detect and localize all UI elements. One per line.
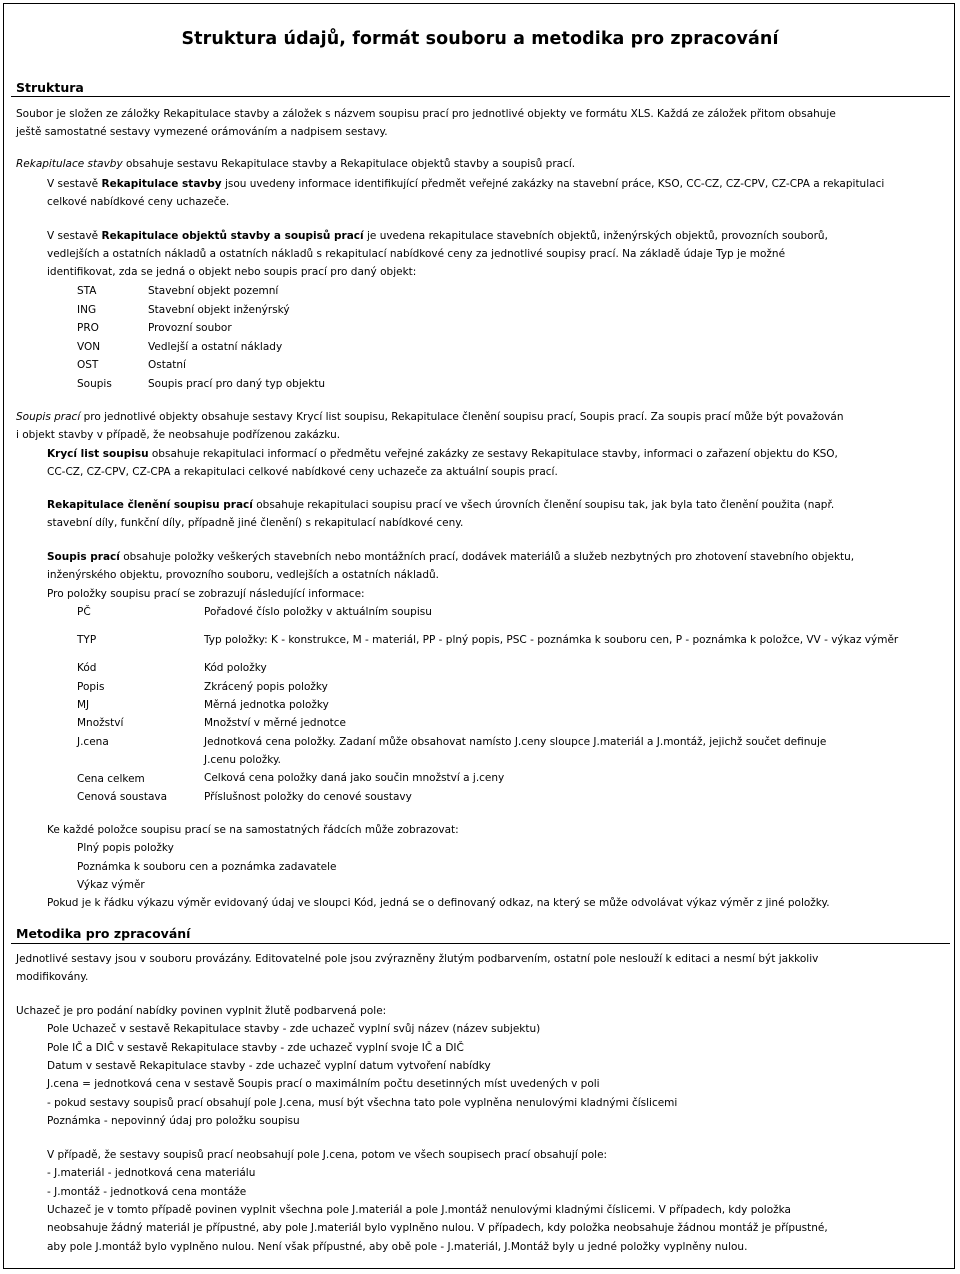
paragraph-line: ještě samostatné sestavy vymezené orámováním a nadpisem sestavy.: [16, 126, 388, 138]
field-description: Pořadové číslo položky v aktuálním soupisu: [204, 606, 432, 618]
field-description: Kód položky: [204, 662, 267, 674]
paragraph-line: Soupis prací pro jednotlivé objekty obsahuje sestavy Krycí list soupisu, Rekapitulace členění soupisu prací, Soupis prací. Za soupis prací může být považován: [16, 411, 844, 423]
paragraph-line: Krycí list soupisu obsahuje rekapitulaci informací o předmětu veřejné zakázky ze sestavy Rekapitulace stavby, informaci o zařazení objektu do KSO,: [47, 448, 838, 460]
section-divider: [11, 943, 950, 944]
type-code: VON: [77, 341, 101, 353]
type-code: OST: [77, 359, 99, 371]
type-code: PRO: [77, 322, 99, 334]
type-description: Vedlejší a ostatní náklady: [148, 341, 283, 353]
paragraph-line: identifikovat, zda se jedná o objekt nebo soupis prací pro daný objekt:: [47, 266, 417, 278]
requirement-item: Datum v sestavě Rekapitulace stavby - zde uchazeč vyplní datum vytvoření nabídky: [47, 1060, 491, 1072]
requirement-item: Pole Uchazeč v sestavě Rekapitulace stavby - zde uchazeč vyplní svůj název (název subjektu): [47, 1023, 541, 1035]
field-description: Zkrácený popis položky: [204, 681, 328, 693]
section-divider: [11, 96, 950, 97]
paragraph-line: Uchazeč je pro podání nabídky povinen vyplnit žlutě podbarvená pole:: [16, 1005, 387, 1017]
field-code: Popis: [77, 681, 105, 693]
type-description: Soupis prací pro daný typ objektu: [148, 378, 326, 390]
paragraph-line: Uchazeč je v tomto případě povinen vyplnit všechna pole J.materiál a pole J.montáž nenulovými kladnými číslicemi. V případech, kdy položka: [47, 1204, 791, 1216]
paragraph-line: stavební díly, funkční díly, případně jiné členění) s rekapitulací nabídkové ceny.: [47, 517, 464, 529]
paragraph-line: CC-CZ, CZ-CPV, CZ-CPA a rekapitulaci celkové nabídkové ceny uchazeče za aktuální soupis prací.: [47, 466, 558, 478]
field-description: J.cenu položky.: [204, 754, 282, 766]
requirement-item: Pole IČ a DIČ v sestavě Rekapitulace stavby - zde uchazeč vyplní svoje IČ a DIČ: [47, 1042, 464, 1054]
type-code: STA: [77, 285, 97, 297]
field-code: TYP: [77, 634, 97, 646]
paragraph-line: i objekt stavby v případě, že neobsahuje podřízenou zakázku.: [16, 429, 341, 441]
paragraph-line: aby pole J.montáž bylo vyplněno nulou. Není však přípustné, aby obě pole - J.materiál, J.Montáž byly u jedné položky vyplněny nulou.: [47, 1241, 748, 1253]
type-description: Stavební objekt pozemní: [148, 285, 279, 297]
sub-item: - J.montáž - jednotková cena montáže: [47, 1186, 247, 1198]
sub-item: Výkaz výměr: [77, 879, 145, 891]
field-description: Příslušnost položky do cenové soustavy: [204, 791, 412, 803]
paragraph-line: celkové nabídkové ceny uchazeče.: [47, 196, 230, 208]
section-heading-struktura: Struktura: [16, 80, 84, 95]
sub-item: Plný popis položky: [77, 842, 174, 854]
field-code: PČ: [77, 606, 91, 618]
field-description: Množství v měrné jednotce: [204, 717, 347, 729]
field-description: Jednotková cena položky. Zadaní může obsahovat namísto J.ceny sloupce J.materiál a J.montáž, jejichž součet definuje: [204, 736, 827, 748]
paragraph-line: vedlejších a ostatních nákladů a ostatních nákladů s rekapitulací nabídkové ceny za jednotlivé soupisy prací. Na základě údaje Typ je možné: [47, 248, 786, 260]
paragraph-line: inženýrského objektu, provozního souboru, vedlejších a ostatních nákladů.: [47, 569, 440, 581]
section-heading-metodika: Metodika pro zpracování: [16, 926, 191, 941]
type-description: Provozní soubor: [148, 322, 232, 334]
paragraph-line: V sestavě Rekapitulace stavby jsou uvedeny informace identifikující předmět veřejné zakázky na stavební práce, KSO, CC-CZ, CZ-CPV, CZ-CPA a rekapitulaci: [47, 178, 885, 190]
field-code: Množství: [77, 717, 124, 729]
page-title: Struktura údajů, formát souboru a metodika pro zpracování: [181, 29, 779, 49]
paragraph-line: Jednotlivé sestavy jsou v souboru provázány. Editovatelné pole jsou zvýrazněny žlutým podbarvením, ostatní pole neslouží k editaci a nesmí být jakkoliv: [16, 953, 819, 965]
field-description: Typ položky: K - konstrukce, M - materiál, PP - plný popis, PSC - poznámka k souboru cen, P - poznámka k položce, VV - výkaz výměr: [204, 634, 899, 646]
sub-item: - J.materiál - jednotková cena materiálu: [47, 1167, 256, 1179]
field-code: Kód: [77, 662, 97, 674]
type-description: Stavební objekt inženýrský: [148, 304, 290, 316]
paragraph-line: Ke každé položce soupisu prací se na samostatných řádcích může zobrazovat:: [47, 824, 459, 836]
paragraph-line: Soubor je složen ze záložky Rekapitulace stavby a záložek s názvem soupisu prací pro jednotlivé objekty ve formátu XLS. Každá ze záložek přitom obsahuje: [16, 108, 836, 120]
type-code: Soupis: [77, 378, 112, 390]
field-description: Měrná jednotka položky: [204, 699, 329, 711]
paragraph-line: V případě, že sestavy soupisů prací neobsahují pole J.cena, potom ve všech soupisech prací obsahují pole:: [47, 1149, 608, 1161]
field-description: Celková cena položky daná jako součin množství a j.ceny: [204, 772, 505, 784]
requirement-item: - pokud sestavy soupisů prací obsahují pole J.cena, musí být všechna tato pole vyplněna nenulovými kladnými číslicemi: [47, 1097, 678, 1109]
paragraph-line: Rekapitulace stavby obsahuje sestavu Rekapitulace stavby a Rekapitulace objektů stavby a soupisů prací.: [16, 158, 576, 170]
type-code: ING: [77, 304, 97, 316]
sub-item: Poznámka k souboru cen a poznámka zadavatele: [77, 861, 337, 873]
field-code: J.cena: [77, 736, 109, 748]
paragraph-line: V sestavě Rekapitulace objektů stavby a soupisů prací je uvedena rekapitulace stavebních objektů, inženýrských objektů, provozních souborů,: [47, 230, 828, 242]
paragraph-line: Soupis prací obsahuje položky veškerých stavebních nebo montážních prací, dodávek materiálů a služeb nezbytných pro zhotovení stavebního objektu,: [47, 551, 855, 563]
paragraph-line: Pro položky soupisu prací se zobrazují následující informace:: [47, 588, 365, 600]
field-code: Cenová soustava: [77, 791, 168, 803]
paragraph-line: Pokud je k řádku výkazu výměr evidovaný údaj ve sloupci Kód, jedná se o definovaný odkaz, na který se může odvolávat výkaz výměr z jiné položky.: [47, 897, 830, 909]
field-code: MJ: [77, 699, 90, 711]
type-description: Ostatní: [148, 359, 186, 371]
paragraph-line: Rekapitulace členění soupisu prací obsahuje rekapitulaci soupisu prací ve všech úrovních členění soupisu tak, jak byla tato členění použita (např.: [47, 499, 835, 511]
requirement-item: Poznámka - nepovinný údaj pro položku soupisu: [47, 1115, 300, 1127]
paragraph-line: modifikovány.: [16, 971, 89, 983]
paragraph-line: neobsahuje žádný materiál je přípustné, aby pole J.materiál bylo vyplněno nulou. V případech, kdy položka neobsahuje žádnou montáž je přípustné,: [47, 1222, 828, 1234]
field-code: Cena celkem: [77, 773, 145, 785]
requirement-item: J.cena = jednotková cena v sestavě Soupis prací o maximálním počtu desetinných míst uvedených v poli: [47, 1078, 600, 1090]
